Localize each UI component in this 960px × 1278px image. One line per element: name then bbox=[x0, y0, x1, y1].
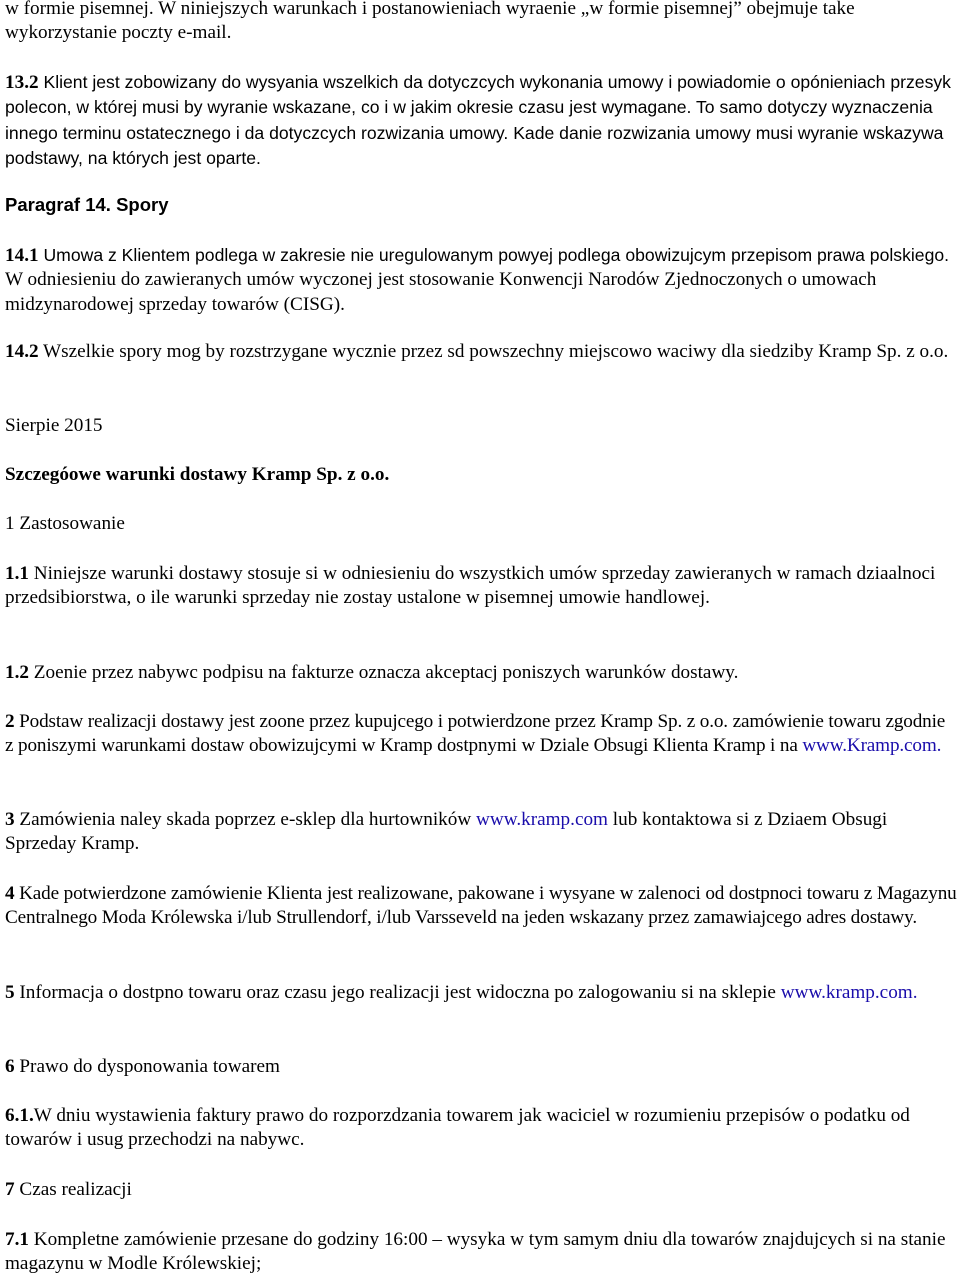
paragraph-number: 3 bbox=[5, 809, 15, 830]
paragraph-text: W odniesieniu do zawieranych umów wyczonej jest stosowanie Konwencji Narodów Zjednoczonych o umowach midzynarodowej sprzeday towarów (CISG). bbox=[5, 269, 877, 315]
kramp-eshop-link[interactable]: www.kramp.com bbox=[476, 809, 608, 830]
paragraph-text: Zoenie przez nabywc podpisu na fakturze oznacza akceptacj poniszych warunków dostawy. bbox=[28, 662, 739, 683]
paragraph-text: Zamówienia naley skada poprzez e-sklep dla hurtowników bbox=[14, 809, 477, 830]
paragraph-number: 1.1 bbox=[5, 563, 29, 584]
paragraph-text-sans: Klient jest zobowizany do wysyania wszelkich da dotyczcych wykonania umowy i powiadomie o opónieniach przesyk polecon, w której musi by wyranie wskazane, co i w jakim okresie czasu jest wymagane. bbox=[5, 72, 951, 118]
paragraph-text: lub kontaktowa si z Dziaem Obsugi Sprzeday Kramp. bbox=[5, 809, 888, 855]
paragraph-number: 14.1 bbox=[5, 245, 39, 266]
document-date: Sierpie 2015 bbox=[5, 415, 103, 436]
paragraph-text-sans: To samo dotyczy wyznaczenia innego terminu ostatecznego i da dotyczcych rozwizania umowy. Kade danie rozwizania umowy musi wyranie wskazywa podstawy, na których jest oparte. bbox=[5, 97, 944, 168]
paragraph-text: Niniejsze warunki dostawy stosuje si w odniesieniu do wszystkich umów sprzeday zawieranych w ramach dziaalnoci przedsibiorstwa, o ile warunki sprzeday nie zostay ustalone w pisemnej umowie handlowej. bbox=[5, 563, 936, 609]
section-heading-paragraph-14: Paragraf 14. Spory bbox=[5, 194, 169, 215]
section-title: Prawo do dysponowania towarem bbox=[14, 1056, 280, 1077]
document-title: Szczegóowe warunki dostawy Kramp Sp. z o.o. bbox=[5, 464, 390, 485]
paragraph-number: 7.1 bbox=[5, 1229, 29, 1250]
paragraph-text: W dniu wystawienia faktury prawo do rozporzdzania towarem jak waciciel w rozumieniu przepisów o podatku od towarów i usug przechodzi na nabywc. bbox=[5, 1105, 910, 1151]
kramp-website-link[interactable]: www.Kramp.com. bbox=[802, 735, 942, 757]
paragraph-5 bbox=[5, 981, 957, 1005]
paragraph-14-1 bbox=[5, 243, 957, 317]
paragraph-text: Podstaw realizacji dostawy jest zoone przez kupujcego i potwierdzone przez Kramp Sp. z o.o. zamówienie towaru zgodnie z poniszymi warunkami dostaw obowizujcymi w Kramp dostpnymi w Dziale Obsugi Klienta Kramp i na bbox=[5, 711, 946, 757]
paragraph-6-1 bbox=[5, 1104, 957, 1153]
paragraph-text: Informacja o dostpno towaru oraz czasu jego realizacji jest widoczna po zalogowaniu si na sklepie bbox=[14, 982, 781, 1003]
paragraph-text: Wszelkie spory mog by rozstrzygane wycznie przez sd powszechny miejscowo waciwy dla siedziby Kramp Sp. z o.o. bbox=[38, 341, 949, 362]
paragraph-3 bbox=[5, 808, 957, 857]
paragraph-text: Kompletne zamówienie przesane do godziny 16:00 – wysyka w tym samym dniu dla towarów znajdujcych si na stanie magazynu w Modle Królewskiej; bbox=[5, 1229, 946, 1275]
paragraph-number: 4 bbox=[5, 883, 15, 904]
paragraph-number: 2 bbox=[5, 711, 15, 732]
section-title: Czas realizacji bbox=[14, 1179, 132, 1200]
paragraph-number: 14.2 bbox=[5, 341, 39, 362]
paragraph-number: 13.2 bbox=[5, 72, 39, 93]
paragraph-4 bbox=[5, 882, 957, 931]
section-heading-7 bbox=[5, 1178, 957, 1202]
paragraph-7-1 bbox=[5, 1228, 957, 1277]
section-number: 6 bbox=[5, 1056, 15, 1077]
paragraph-13-2 bbox=[5, 70, 957, 171]
paragraph-text-sans: Umowa z Klientem podlega w zakresie nie uregulowanym powyej podlega obowizujcym przepisom prawa polskiego. bbox=[38, 245, 950, 265]
paragraph-1-2 bbox=[5, 661, 957, 685]
paragraph-2 bbox=[5, 710, 957, 759]
section-heading-1: 1 Zastosowanie bbox=[5, 513, 125, 534]
paragraph-number: 1.2 bbox=[5, 662, 29, 683]
paragraph-1-1 bbox=[5, 562, 957, 611]
paragraph-number: 5 bbox=[5, 982, 15, 1003]
paragraph-text: Kade potwierdzone zamówienie Klienta jest realizowane, pakowane i wysyane w zalenoci od dostpnoci towaru z Magazynu Centralnego Moda Królewska i/lub Strullendorf, i/lub Varsseveld na jeden wskazany przez zamawiajcego adres dostawy. bbox=[5, 883, 957, 929]
kramp-store-link[interactable]: www.kramp.com. bbox=[780, 982, 918, 1003]
paragraph-number: 6.1. bbox=[5, 1105, 34, 1126]
section-heading-6 bbox=[5, 1055, 957, 1079]
paragraph-14-2 bbox=[5, 340, 957, 364]
paragraph-written-form: w formie pisemnej. W niniejszych warunkach i postanowieniach wyraenie „w formie pisemnej” obejmuje take wykorzystanie poczty e-mail. bbox=[5, 0, 855, 44]
section-number: 7 bbox=[5, 1179, 15, 1200]
